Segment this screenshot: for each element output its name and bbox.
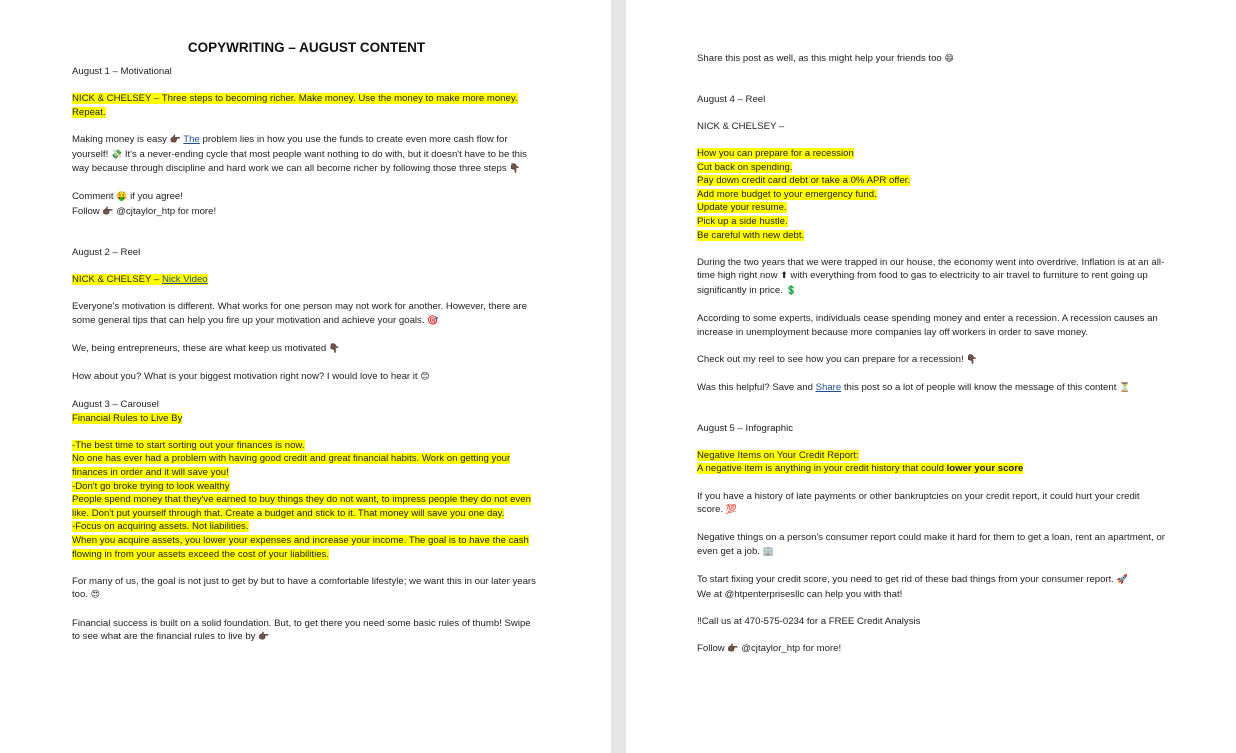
aug3-body2: Financial success is built on a solid foundation. But, to get there you need some basic rules of thumb! Swipe to see what are the financial rules to live by 👉🏿 (72, 617, 531, 643)
aug5-header: August 5 – Infographic (697, 422, 794, 434)
aug3-rule: When you acquire assets, you lower your expenses and increase your income. The goal is to have the cash flowing in from your assets exceed the cost of your liabilities. (72, 535, 529, 560)
aug2-body1: Everyone's motivation is different. What works for one person may not work for another. However, there are some general tips that can help you fire up your motivation and achieve your goals. 🎯 (72, 300, 527, 326)
aug3-body1: For many of us, the goal is not just to get by but to have a comfortable lifestyle; we want this in our later years too. 😍 (72, 575, 536, 601)
document-page-left (0, 0, 611, 753)
dollar-icon: 💲 (785, 285, 797, 296)
aug5-body1: If you have a history of late payments or other bankruptcies on your credit report, it could hurt your credit score. 💯 (697, 490, 1140, 516)
hourglass-icon: ⏳ (1119, 383, 1131, 394)
aug3-rule: People spend money that they've earned to buy things they do not want, to impress people they do not even like. Don't put yourself through that. Create a budget and stick to it. That money will save you one day. (72, 494, 531, 519)
aug3-subtitle: Financial Rules to Live By (72, 412, 183, 424)
share-link[interactable]: Share (815, 382, 842, 394)
aug4-list-item: Pay down credit card debt or take a 0% APR offer. (697, 175, 911, 187)
aug2-highlight: NICK & CHELSEY – Nick Video (72, 273, 208, 285)
office-icon: 🏢 (762, 547, 774, 557)
heart-eyes-icon: 😍 (90, 590, 101, 601)
aug4-list-item: Update your resume. (697, 202, 787, 214)
nick-video-link[interactable]: Nick Video (161, 273, 208, 285)
aug5-body3: To start fixing your credit score, you need to get rid of these bad things from your consumer report. 🚀 We at @htpenterprisesllc can help you with that! (697, 574, 1128, 600)
hundred-icon: 💯 (725, 505, 738, 516)
aug2-body3: How about you? What is your biggest motivation right now? I would love to hear it 😊 (72, 370, 430, 382)
aug2-header: August 2 – Reel (72, 246, 141, 258)
point-right-icon: 👉🏿 (727, 644, 739, 655)
aug4-body2: According to some experts, individuals cease spending money and enter a recession. A recession causes an increase in unemployment because more companies lay off workers in order to save money. (697, 313, 1158, 338)
point-down-icon: 👇🏿 (966, 354, 978, 365)
aug4-body4: Was this helpful? Save and Share this post so a lot of people will know the message of this content ⏳ (697, 382, 1131, 394)
share-line: Share this post as well, as this might help your friends too 😄 (697, 53, 954, 64)
money-wings-icon: 💸 (110, 149, 123, 160)
aug3-rule: -Don't go broke trying to look wealthy (72, 480, 230, 492)
dart-icon: 🎯 (427, 315, 439, 326)
aug5-call: ‼Call us at 470-575-0234 for a FREE Credit Analysis (697, 615, 921, 627)
smile-icon: 😊 (420, 371, 430, 382)
aug3-rule: -The best time to start sorting out your finances is now. (72, 439, 305, 451)
aug1-comment: Comment 🤑 if you agree! (72, 191, 183, 203)
aug4-body3: Check out my reel to see how you can prepare for a recession! 👇🏿 (697, 353, 978, 365)
aug5-follow: Follow 👉🏿 @cjtaylor_htp for more! (697, 643, 842, 655)
point-down-icon: 👇🏿 (509, 164, 521, 175)
up-arrow-icon: ⬆ (780, 271, 788, 282)
aug1-highlight: NICK & CHELSEY – Three steps to becoming richer. Make money. Use the money to make more money. Repeat. (72, 93, 518, 118)
aug1-body: Making money is easy 👉🏿 The problem lies in how you use the funds to create even more cash flow for yourself! 💸 It's a never-ending cycle that most people want nothing to do with, but it doesn't have to be this way because through discipline and hard work we can all become richer by following those three steps 👇🏿 (72, 133, 527, 175)
rocket-icon: 🚀 (1116, 575, 1128, 586)
aug3-header: August 3 – Carousel (72, 399, 159, 411)
aug4-body1: During the two years that we were trapped in our house, the economy went into overdrive. Inflation is at an all-time high right now ⬆ with everything from food to gas to electricity to air travel to furniture to rent going up significantly in price. 💲 (697, 256, 1165, 296)
aug1-follow: Follow 👉🏿 @cjtaylor_htp for more! (72, 205, 217, 217)
point-down-icon: 👇🏿 (328, 343, 341, 354)
the-link[interactable]: The (183, 133, 200, 145)
aug4-list-item: Add more budget to your emergency fund. (697, 188, 877, 200)
document-title: COPYWRITING – AUGUST CONTENT (187, 40, 426, 55)
point-right-icon: 👉🏿 (258, 632, 270, 643)
aug3-rule: No one has ever had a problem with having good credit and great financial habits. Work on getting your finances in order and it will save you! (72, 453, 511, 479)
money-face-icon: 🤑 (116, 192, 128, 203)
aug4-names: NICK & CHELSEY – (697, 120, 785, 132)
aug5-highlight1: Negative Items on Your Credit Report: (697, 449, 859, 461)
document-page-right (626, 0, 1236, 753)
aug1-header: August 1 – Motivational (72, 66, 172, 77)
aug4-list-item: Cut back on spending. (697, 161, 793, 173)
grin-icon: 😄 (944, 54, 954, 64)
aug3-rule: -Focus on acquiring assets. Not liabilities. (72, 521, 249, 533)
aug5-body2: Negative things on a person's consumer report could make it hard for them to get a loan, rent an apartment, or even get a job. 🏢 (697, 532, 1165, 557)
aug4-list-item: Pick up a side hustle. (697, 215, 788, 227)
point-right-icon: 👉🏿 (102, 206, 114, 217)
aug4-header: August 4 – Reel (697, 93, 766, 105)
aug4-list-item: How you can prepare for a recession (697, 147, 854, 159)
aug5-highlight2: A negative item is anything in your credit history that could lower your score (697, 463, 1024, 475)
aug4-list-item: Be careful with new debt. (697, 229, 805, 241)
point-right-icon: 👉🏿 (169, 134, 181, 145)
aug2-body2: We, being entrepreneurs, these are what keep us motivated 👇🏿 (72, 342, 341, 354)
